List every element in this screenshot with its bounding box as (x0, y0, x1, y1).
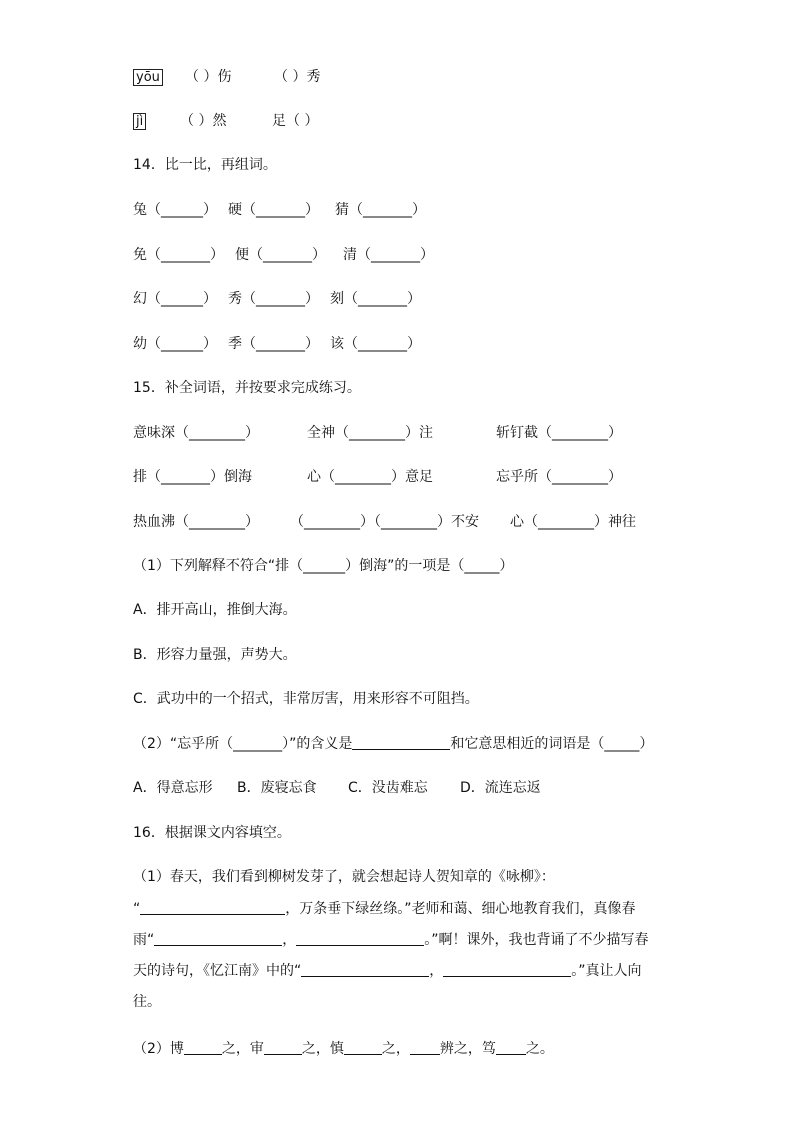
answer-blank (184, 1040, 222, 1055)
paragraph-line: （1）春天，我们看到柳树发芽了，就会想起诗人贺知章的《咏柳》： (133, 869, 555, 885)
answer-blank (154, 931, 282, 946)
text-span: 之， (381, 1041, 410, 1057)
question-title: 15．补全词语，并按要求完成练习。 (133, 380, 361, 396)
paragraph-line (133, 1040, 554, 1058)
sub-question-text: 和它意思相近的词语是（_____） (450, 736, 654, 752)
answer-blank (296, 931, 424, 946)
idiom-item: 热血沸（________） (133, 514, 259, 530)
question-title: 16．根据课文内容填空。 (133, 825, 291, 841)
word-item: 季（_______） (228, 336, 319, 352)
sub-question-text: （2）“忘乎所（_______）”的含义是 (133, 736, 353, 752)
idiom-item: 全神（________）注 (307, 425, 433, 441)
answer-blank (352, 735, 450, 750)
text-span: 之，慎 (301, 1041, 344, 1057)
text-span: （2）博 (133, 1041, 184, 1057)
sub-question: （1）下列解释不符合“排（______）倒海”的一项是（_____） (133, 558, 514, 574)
answer-blank (140, 900, 285, 915)
pinyin-row-you (133, 68, 163, 86)
answer-blank (496, 1040, 526, 1055)
answer-blank (264, 1040, 302, 1055)
sub-question (133, 735, 653, 753)
word-item: 清（_______） (343, 247, 434, 263)
paragraph-line (133, 900, 636, 918)
idiom-item: （________）（________）不安 (290, 514, 479, 530)
pinyin-row-ji (133, 112, 146, 130)
text-span: 辨之，笃 (439, 1041, 496, 1057)
fill-item: （ ）伤 (185, 69, 232, 85)
answer-blank (301, 962, 429, 977)
word-item: 猜（_______） (335, 202, 426, 218)
fill-item: （ ）然 (180, 113, 227, 129)
text-span: ， (282, 932, 297, 948)
paragraph-line (133, 962, 642, 980)
word-item: 幼（______） (133, 336, 217, 352)
idiom-item: 心（________）意足 (307, 469, 433, 485)
text-span: 之。 (525, 1041, 554, 1057)
option-a: A．得意忘形 (133, 780, 213, 796)
pinyin-box: yōu (133, 69, 163, 86)
idiom-item: 心（________）神往 (510, 514, 636, 530)
idiom-item: 意味深（________） (133, 425, 259, 441)
pinyin-box: jì (133, 113, 146, 130)
option-a: A．排开高山，推倒大海。 (133, 602, 297, 618)
word-item: 硬（_______） (228, 202, 319, 218)
option-d: D．流连忘返 (460, 780, 541, 796)
text-span: 雨“ (133, 932, 155, 948)
text-span: 。”真让人向 (571, 963, 642, 979)
answer-blank (344, 1040, 382, 1055)
paragraph-line: 往。 (133, 994, 161, 1010)
fill-item: 足（ ） (272, 113, 319, 129)
word-item: 兔（______） (133, 202, 217, 218)
text-span: 天的诗句，《忆江南》中的“ (133, 963, 302, 979)
word-item: 秀（_______） (228, 291, 319, 307)
option-b: B．废寝忘食 (237, 780, 317, 796)
idiom-item: 忘乎所（________） (496, 469, 622, 485)
option-b: B．形容力量强，声势大。 (133, 647, 297, 663)
text-span: 之，审 (221, 1041, 264, 1057)
word-item: 免（_______） (133, 247, 224, 263)
question-title: 14．比一比，再组词。 (133, 157, 277, 173)
word-item: 该（_______） (330, 336, 421, 352)
text-span: “ (133, 901, 141, 917)
option-c: C．没齿难忘 (348, 780, 428, 796)
word-item: 便（_______） (235, 247, 326, 263)
text-span: ， (429, 963, 444, 979)
text-span: 。”啊！课外，我也背诵了不少描写春 (424, 932, 649, 948)
word-item: 刻（_______） (330, 291, 421, 307)
option-c: C．武功中的一个招式，非常厉害，用来形容不可阻挡。 (133, 691, 479, 707)
idiom-item: 排（_______）倒海 (133, 469, 252, 485)
idiom-item: 斩钉截（________） (496, 425, 622, 441)
answer-blank (443, 962, 571, 977)
answer-blank (410, 1040, 440, 1055)
fill-item: （ ）秀 (274, 69, 321, 85)
text-span: ，万条垂下绿丝绦。”老师和蔼、细心地教育我们，真像春 (285, 901, 636, 917)
word-item: 幻（______） (133, 291, 217, 307)
paragraph-line (133, 931, 649, 949)
